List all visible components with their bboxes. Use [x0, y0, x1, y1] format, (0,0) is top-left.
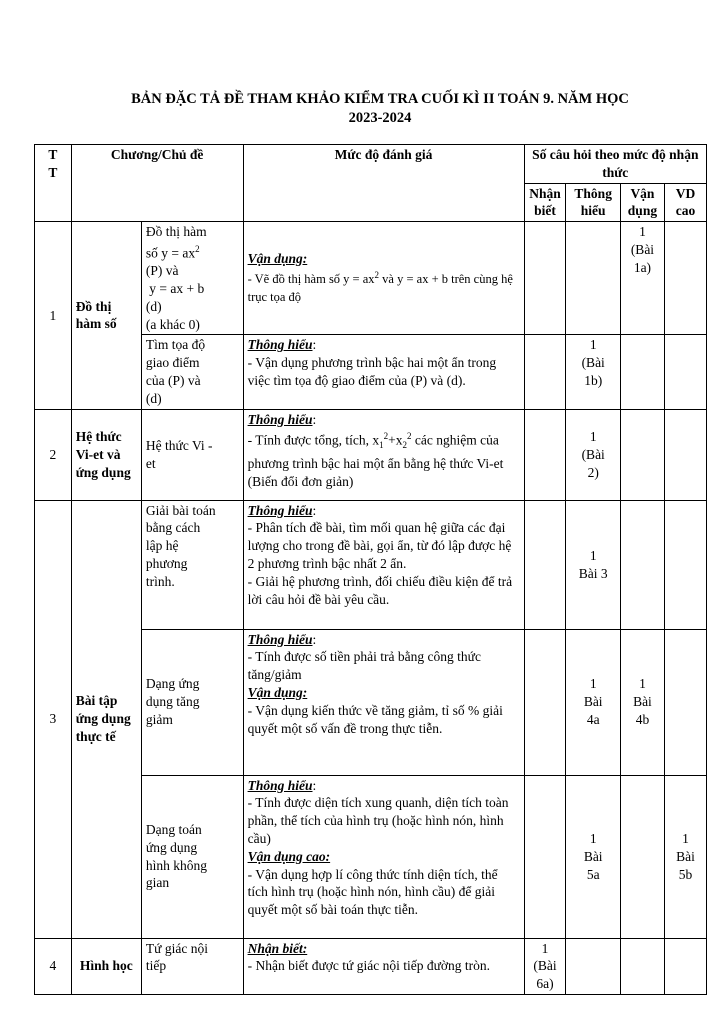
spec-table [34, 144, 707, 995]
row-criteria: Thông hiểu: - Vận dụng phương trình bậc hai một ẩn trong việc tìm tọa độ giao điểm của (P) và (d). [243, 335, 524, 409]
row-topic: Dạng toán ứng dụng hình không gian [141, 775, 243, 938]
header-level: Mức độ đánh giá [243, 145, 524, 222]
row-topic: Đồ thị hàm số $y = ax^2$ (P) và y = ax + b (d) (a khác 0) [141, 222, 243, 335]
table-row [35, 500, 707, 629]
count-vd: 1 Bài 4b [620, 629, 664, 775]
count-nb [524, 409, 566, 500]
count-vd [620, 335, 664, 409]
count-vd [620, 500, 664, 629]
header-thong-hieu: Thông hiểu [566, 183, 621, 222]
table-row [35, 222, 707, 335]
row-criteria: Thông hiểu: - Phân tích đề bài, tìm mối quan hệ giữa các đại lượng cho trong đề bài, gọi ẩn, từ đó lập được hệ 2 phương trình bậc nhất 2 ẩn. - Giải hệ phương trình, đối chiếu điều kiện để trả lời câu hỏi đề bài yêu cầu. [243, 500, 524, 629]
count-th: 1 (Bài 2) [566, 409, 621, 500]
row-criteria: Thông hiểu: - Tính được số tiền phải trả bằng công thức tăng/giảm Vận dụng: - Vận dụng kiến thức về tăng giảm, tỉ số % giải quyết một số vấn đề trong thực tiễn. [243, 629, 524, 775]
count-nb [524, 335, 566, 409]
header-count-group: Số câu hỏi theo mức độ nhận thức [524, 145, 706, 184]
row-tt: 3 [35, 500, 72, 938]
count-vd [620, 409, 664, 500]
row-topic: Hệ thức Vi - et [141, 409, 243, 500]
count-th [566, 222, 621, 335]
header-van-dung: Vận dụng [620, 183, 664, 222]
header-row-1 [35, 145, 707, 184]
table-row [35, 938, 707, 994]
count-th: 1 Bài 5a [566, 775, 621, 938]
count-nb [524, 629, 566, 775]
title-line-1: BẢN ĐẶC TẢ ĐỀ THAM KHẢO KIỂM TRA CUỐI KÌ II TOÁN 9. NĂM HỌC [131, 91, 629, 107]
row-chapter: Đồ thị hàm số [71, 222, 141, 409]
count-vd [620, 775, 664, 938]
count-vdc [664, 409, 706, 500]
row-chapter: Hệ thức Vi-et và ứng dụng [71, 409, 141, 500]
header-chapter: Chương/Chủ đề [71, 145, 243, 222]
row-criteria: Thông hiểu: - Tính được diện tích xung quanh, diện tích toàn phần, thể tích của hình trụ (hoặc hình nón, hình cầu) Vận dụng cao: - Vận dụng hợp lí công thức tính diện tích, thể tích hình trụ (hoặc hình nón, hình cầu) để giải quyết một số bài toán thực tiễn. [243, 775, 524, 938]
row-tt: 1 [35, 222, 72, 409]
count-nb [524, 500, 566, 629]
count-vd [620, 938, 664, 994]
count-vdc [664, 335, 706, 409]
header-vd-cao: VD cao [664, 183, 706, 222]
header-nhan-biet: Nhận biết [524, 183, 566, 222]
row-chapter: Hình học [71, 938, 141, 994]
count-nb [524, 775, 566, 938]
row-tt: 4 [35, 938, 72, 994]
count-th: 1 Bài 4a [566, 629, 621, 775]
count-th: 1 (Bài 1b) [566, 335, 621, 409]
count-th [566, 938, 621, 994]
document-title [60, 90, 700, 128]
header-tt: T T [35, 145, 72, 222]
row-criteria: Vận dụng: - Vẽ đồ thị hàm số $y = ax^2$ và y = ax + b trên cùng hệ trục tọa độ [243, 222, 524, 335]
row-criteria: Thông hiểu: - Tính được tổng, tích, $x_1^2+x_2^2$ các nghiệm của phương trình bậc hai một ẩn bằng hệ thức Vi-et (Biến đổi đơn giản) [243, 409, 524, 500]
count-nb [524, 222, 566, 335]
count-vdc [664, 938, 706, 994]
count-vdc [664, 222, 706, 335]
row-topic: Dạng ứng dụng tăng giảm [141, 629, 243, 775]
count-nb: 1 (Bài 6a) [524, 938, 566, 994]
count-vdc [664, 629, 706, 775]
count-vdc [664, 500, 706, 629]
row-topic: Giải bài toán bằng cách lập hệ phương trình. [141, 500, 243, 629]
row-criteria: Nhận biết: - Nhận biết được tứ giác nội tiếp đường tròn. [243, 938, 524, 994]
row-topic: Tìm tọa độ giao điểm của (P) và (d) [141, 335, 243, 409]
row-topic: Tứ giác nội tiếp [141, 938, 243, 994]
count-vdc: 1 Bài 5b [664, 775, 706, 938]
row-chapter: Bài tập ứng dụng thực tế [71, 500, 141, 938]
count-th: 1 Bài 3 [566, 500, 621, 629]
title-line-2: 2023-2024 [348, 110, 412, 126]
count-vd: 1 (Bài 1a) [620, 222, 664, 335]
table-row [35, 409, 707, 500]
row-tt: 2 [35, 409, 72, 500]
